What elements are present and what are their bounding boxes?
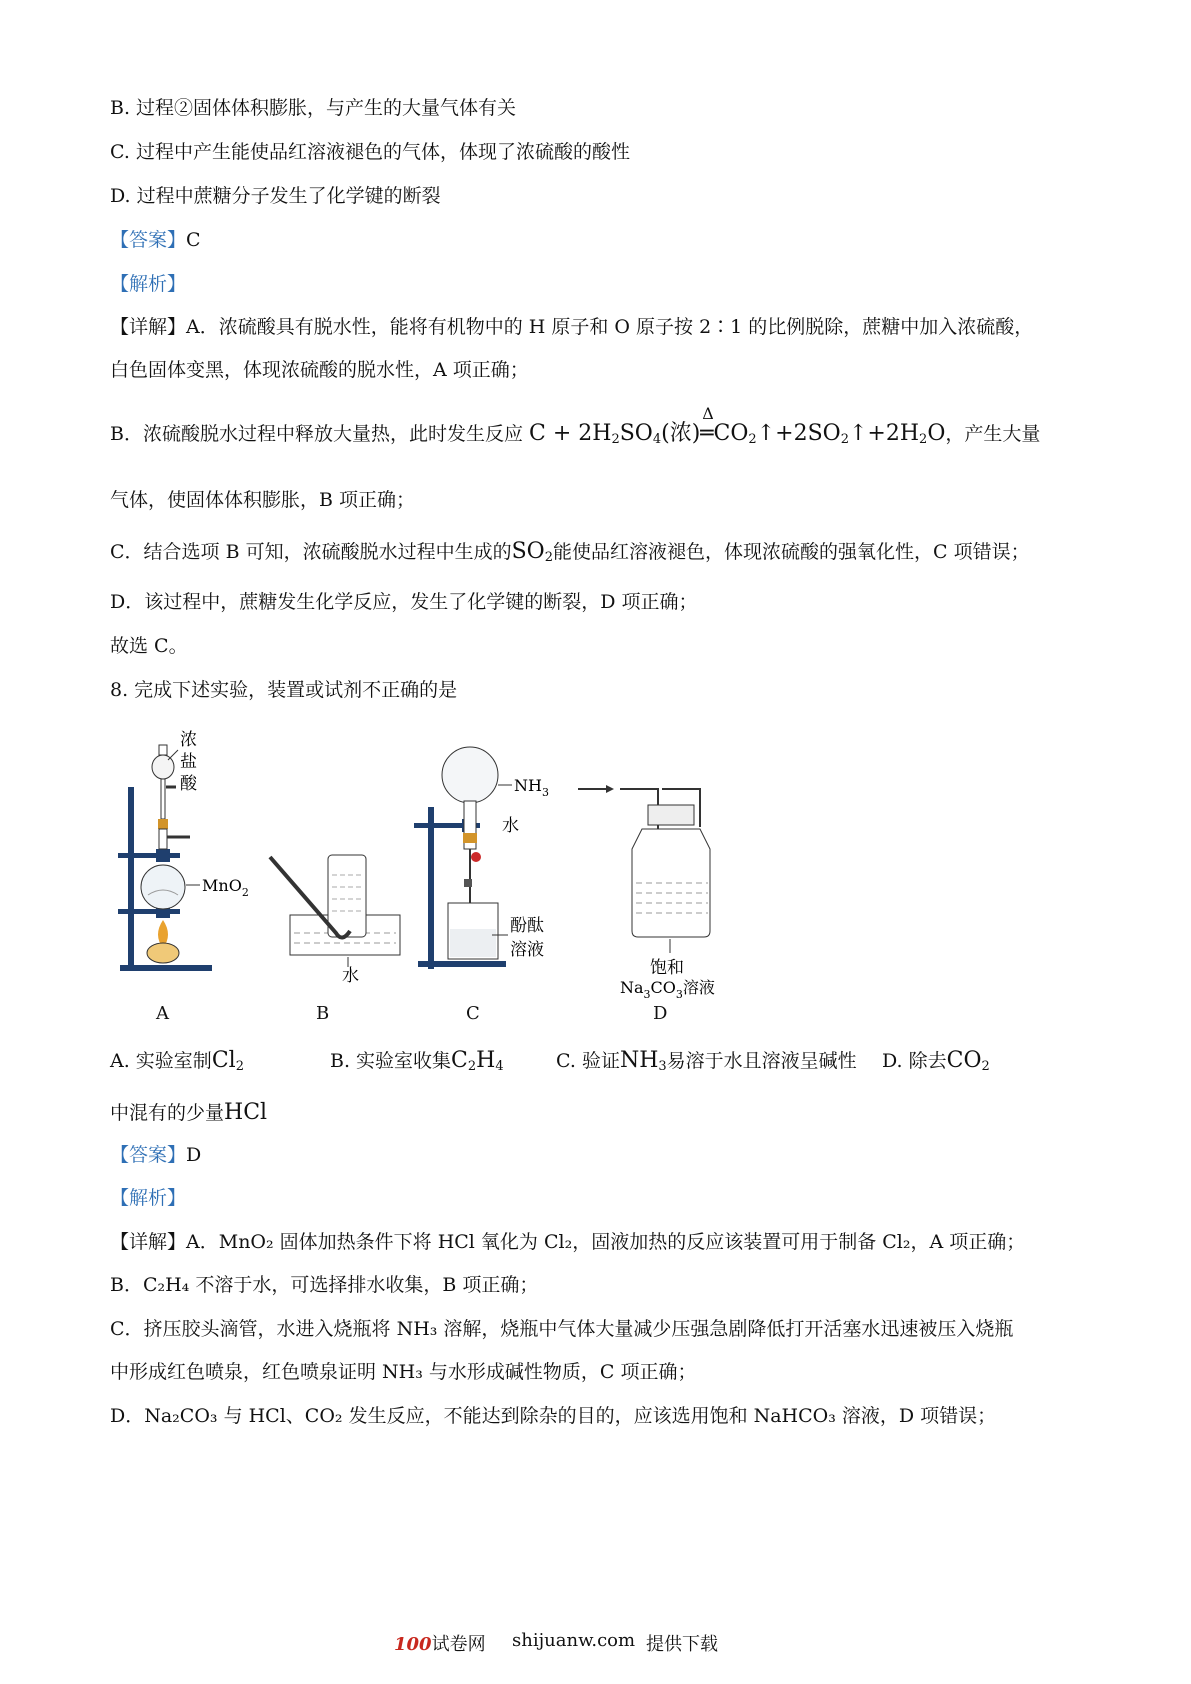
detail-7-d: D．该过程中，蔗糖发生化学反应，发生了化学键的断裂，D 项正确； [110,591,698,613]
question-8: 8. 完成下述实验，装置或试剂不正确的是 [110,679,458,701]
option-d: D. 过程中蔗糖分子发生了化学键的断裂 [110,185,441,207]
detail-8-b: B．C₂H₄ 不溶于水，可选择排水收集，B 项正确； [110,1274,539,1296]
reaction-equation: $C + 2H_2SO_4$(浓) Δ $═CO_2↑+2SO_2↑+2H_2O$ [529,404,946,447]
q8-option-c: C. 验证$NH_3$易溶于水且溶液呈碱性 [556,1048,857,1074]
c-phen-1: 酚酞 [510,916,544,936]
figure-label-c: C [466,1003,480,1024]
apparatus-b [270,855,400,986]
detail-7-b-line2: 气体，使固体体积膨胀，B 项正确； [110,489,416,511]
detail-8-a: 【详解】A．MnO₂ 固体加热条件下将 HCl 氧化为 Cl₂，固液加热的反应该装置可用于制备 Cl₂，A 项正确； [110,1231,1026,1253]
detail-7-a-line1 [110,315,1033,339]
site-logo: 100 [394,1634,432,1655]
detail-8-c2: 中形成红色喷泉，红色喷泉证明 NH₃ 与水形成碱性物质，C 项正确； [110,1361,697,1383]
q8-option-d-cont: 中混有的少量HCl [110,1100,268,1125]
q8-option-a: A. 实验室制$Cl_2$ [110,1048,244,1074]
detail-7-b-line1 [110,404,1041,447]
figure-label-a: A [156,1003,169,1024]
footer-note: 提供下载 [646,1634,718,1655]
answer-8 [110,1143,201,1167]
answer-value: D [186,1144,202,1166]
detail-8-c1: C．挤压胶头滴管，水进入烧瓶将 NH₃ 溶解，烧瓶中气体大量减少压强急剧降低打开活塞水迅速被压入烧瓶 [110,1318,1014,1340]
q8-option-d: D. 除去$CO_2$ [882,1048,990,1074]
b-water-label: 水 [342,966,359,986]
detail-c-text: C．结合选项 B 可知，浓硫酸脱水过程中生成的 [110,541,512,563]
d-sat-label: 饱和 [650,958,684,978]
a-reagent-1: 浓 [180,730,197,750]
c-phen-2: 溶液 [510,940,544,960]
detail-tag: 【详解】 [110,316,187,338]
analysis-tag-8: 【解析】 [110,1187,187,1209]
detail-c-tail: 能使品红溶液褪色，体现浓硫酸的强氧化性，C 项错误； [552,541,1030,563]
answer-tag: 【答案】 [110,229,187,251]
c-nh3-label: $NH_3$ [514,776,549,799]
apparatus-a [118,730,249,971]
a-mno2-label: MnO$_2$ [202,876,249,899]
figure-label-b: B [316,1003,330,1024]
answer-value: C [186,229,201,251]
apparatus-figure [110,725,790,1025]
detail-a-text: A．浓硫酸具有脱水性，能将有机物中的 H 原子和 O 原子按 2∶1 的比例脱除，蔗糖中加入浓硫酸， [186,316,1034,338]
option-c: C. 过程中产生能使品红溶液褪色的气体，体现了浓硫酸的酸性 [110,141,630,163]
c-water-label: 水 [502,816,519,836]
answer-7 [110,228,201,252]
apparatus-d [578,785,715,1001]
detail-7-select: 故选 C。 [110,635,188,657]
d-na2co3-label: $Na_3CO_3$溶液 [620,978,715,1001]
a-reagent-2: 盐 [180,752,197,772]
q8-option-b: B. 实验室收集$C_2H_4$ [330,1048,504,1074]
detail-7-a-line2: 白色固体变黑，体现浓硫酸的脱水性，A 项正确； [110,359,529,381]
answer-tag: 【答案】 [110,1144,187,1166]
site-name: 试卷网 [431,1634,486,1655]
apparatus-c [414,747,549,969]
figure-label-d: D [653,1003,668,1024]
detail-b-tail: ，产生大量 [945,423,1041,445]
detail-8-d: D．Na₂CO₃ 与 HCl、CO₂ 发生反应，不能达到除杂的目的，应该选用饱和 NaHCO₃ 溶液，D 项错误； [110,1405,997,1427]
analysis-tag-7: 【解析】 [110,273,187,295]
detail-7-c [110,540,1030,564]
a-reagent-3: 酸 [180,774,197,794]
so2-formula: $SO_2$ [511,539,553,565]
detail-b-text: B．浓硫酸脱水过程中释放大量热，此时发生反应 [110,423,523,445]
footer-brand [394,1630,486,1656]
footer-url[interactable]: shijuanw.com [512,1630,636,1651]
option-b: B. 过程②固体体积膨胀，与产生的大量气体有关 [110,97,517,119]
